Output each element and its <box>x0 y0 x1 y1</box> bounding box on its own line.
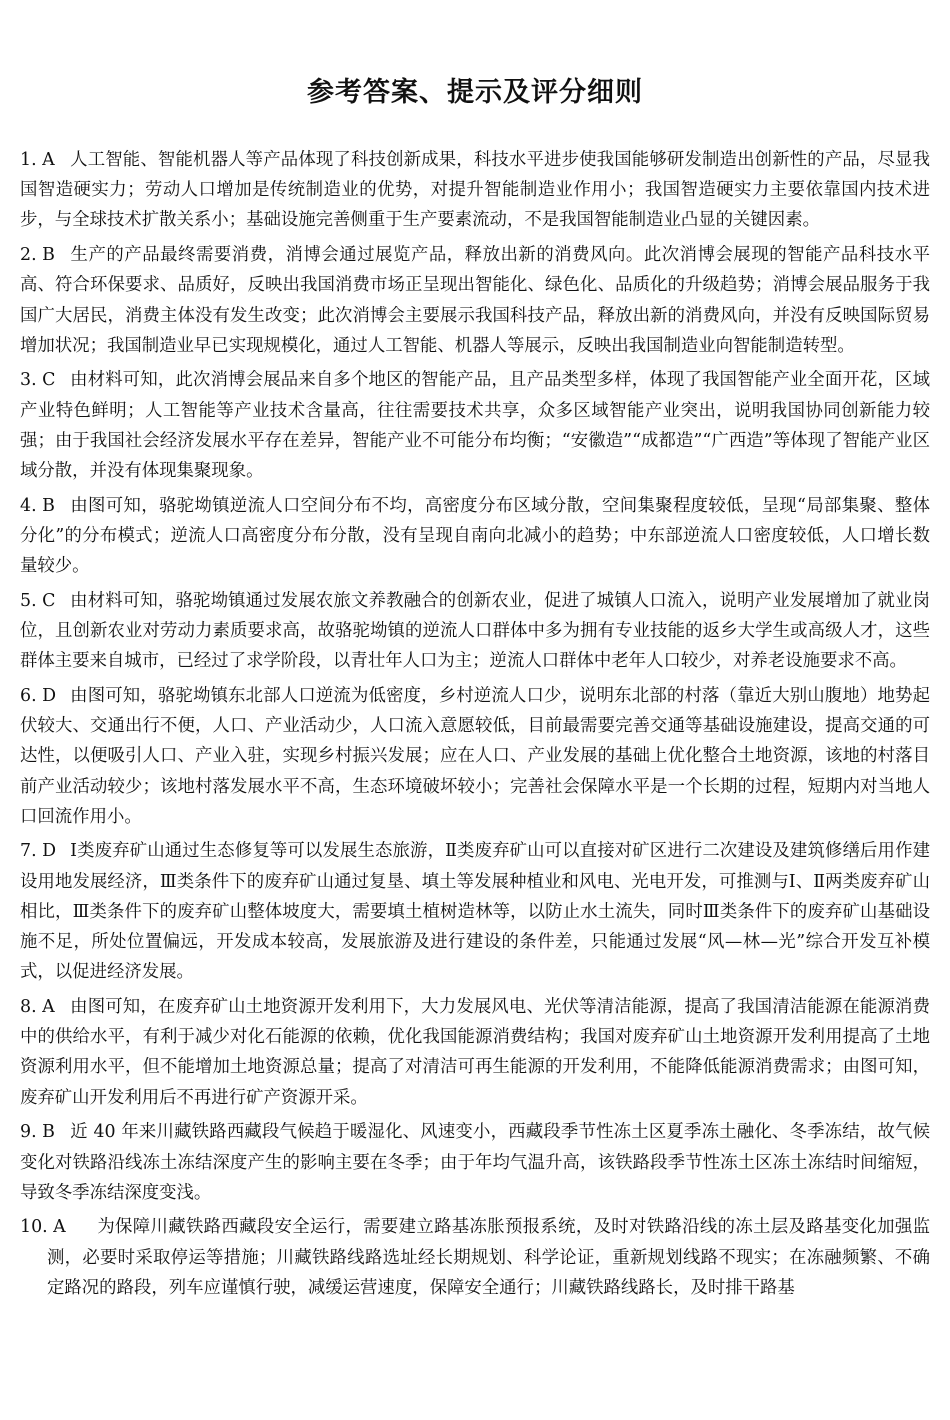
answer-list <box>20 145 930 1308</box>
answer-explanation: 由图可知，骆驼坳镇东北部人口逆流为低密度，乡村逆流人口少，说明东北部的村落（靠近大别山腹地）地势起伏较大、交通出行不便，人口、产业活动少，人口流入意愿较低，目前最需要完善交通等基础设施建设，提高交通的可达性，以便吸引人口、产业入驻，实现乡村振兴发展；应在人口、产业发展的基础上优化整合土地资源，该地的村落目前产业活动较少；该地村落发展水平不高，生态环境破坏较小；完善社会保障水平是一个长期的过程，短期内对当地人口回流作用小。 <box>20 685 930 827</box>
answer-item-6 <box>20 681 930 832</box>
answer-label: 10. A <box>20 1217 66 1238</box>
answer-explanation: 人工智能、智能机器人等产品体现了科技创新成果，科技水平进步使我国能够研发制造出创新性的产品，尽显我国智造硬实力；劳动人口增加是传统制造业的优势，对提升智能制造业作用小；我国智造硬实力主要依靠国内技术进步，与全球技术扩散关系小；基础设施完善侧重于生产要素流动，不是我国智能制造业凸显的关键因素。 <box>20 150 930 231</box>
answer-item-9 <box>20 1117 930 1208</box>
answer-explanation: 生产的产品最终需要消费，消博会通过展览产品，释放出新的消费风向。此次消博会展现的智能产品科技水平高、符合环保要求、品质好，反映出我国消费市场正呈现出智能化、绿色化、品质化的升级趋势；消博会展品服务于我国广大居民，消费主体没有发生改变；此次消博会主要展示我国科技产品，释放出新的消费风向，并没有反映国际贸易增加状况；我国制造业早已实现规模化，通过人工智能、机器人等展示，反映出我国制造业向智能制造转型。 <box>20 245 930 356</box>
answer-item-5 <box>20 586 930 677</box>
answer-explanation: 由图可知，骆驼坳镇逆流人口空间分布不均，高密度分布区域分散，空间集聚程度较低，呈现“局部集聚、整体分化”的分布模式；逆流人口高密度分布分散，没有呈现自南向北减小的趋势；中东部逆流人口密度较低，人口增长数量较少。 <box>20 495 930 577</box>
answer-explanation: Ⅰ类废弃矿山通过生态修复等可以发展生态旅游，Ⅱ类废弃矿山可以直接对矿区进行二次建设及建筑修缮后用作建设用地发展经济，Ⅲ类条件下的废弃矿山通过复垦、填土等发展种植业和风电、光电开发，可推测与Ⅰ、Ⅱ两类废弃矿山相比，Ⅲ类条件下的废弃矿山整体坡度大，需要填土植树造林等，以防止水土流失，同时Ⅲ类条件下的废弃矿山基础设施不足，所处位置偏远，开发成本较高，发展旅游及进行建设的条件差，只能通过发展“风—林—光”综合开发互补模式，以促进经济发展。 <box>20 841 930 983</box>
answer-item-10 <box>20 1212 930 1303</box>
answer-label: 4. B <box>20 495 55 516</box>
answer-item-3 <box>20 365 930 486</box>
answer-explanation: 由图可知，在废弃矿山土地资源开发利用下，大力发展风电、光伏等清洁能源，提高了我国清洁能源在能源消费中的供给水平，有利于减少对化石能源的依赖，优化我国能源消费结构；我国对废弃矿山土地资源开发利用提高了土地资源利用水平，但不能增加土地资源总量；提高了对清洁可再生能源的开发利用，不能降低能源消费需求；由图可知，废弃矿山开发利用后不再进行矿产资源开采。 <box>20 996 930 1108</box>
answer-item-4 <box>20 491 930 582</box>
answer-label: 7. D <box>20 841 57 862</box>
page-title: 参考答案、提示及评分细则 <box>307 77 643 108</box>
answer-explanation: 由材料可知，此次消博会展品来自多个地区的智能产品，且产品类型多样，体现了我国智能产业全面开花，区域产业特色鲜明；人工智能等产业技术含量高，往往需要技术共享，众多区域智能产业突出，说明我国协同创新能力较强；由于我国社会经济发展水平存在差异，智能产业不可能分布均衡；“安徽造”“成都造”“广西造”等体现了智能产业区域分散，并没有体现集聚现象。 <box>20 370 930 482</box>
answer-item-2 <box>20 240 930 361</box>
answer-item-1 <box>20 145 930 236</box>
answer-explanation: 由材料可知，骆驼坳镇通过发展农旅文养教融合的创新农业，促进了城镇人口流入，说明产业发展增加了就业岗位，且创新农业对劳动力素质要求高，故骆驼坳镇的逆流人口群体中多为拥有专业技能的返乡大学生或高级人才，这些群体主要来自城市，已经过了求学阶段，以青壮年人口为主；逆流人口群体中老年人口较少，对养老设施要求不高。 <box>20 590 930 672</box>
answer-label: 6. D <box>20 685 57 706</box>
answer-explanation: 近 40 年来川藏铁路西藏段气候趋于暖湿化、风速变小，西藏段季节性冻土区夏季冻土融化、冬季冻结，故气候变化对铁路沿线冻土冻结深度产生的影响主要在冬季；由于年均气温升高，该铁路段季节性冻土区冻土冻结时间缩短，导致冬季冻结深度变浅。 <box>20 1122 930 1203</box>
answer-explanation: 为保障川藏铁路西藏段安全运行，需要建立路基冻胀预报系统，及时对铁路沿线的冻土层及路基变化加强监测，必要时采取停运等措施；川藏铁路线路选址经长期规划、科学论证，重新规划线路不现实；在冻融频繁、不确定路况的路段，列车应谨慎行驶，减缓运营速度，保障安全通行；川藏铁路线路长，及时排干路基 <box>47 1217 930 1298</box>
answer-label: 8. A <box>20 996 55 1017</box>
answer-label: 3. C <box>20 370 56 391</box>
answer-label: 1. A <box>20 150 55 170</box>
answer-label: 2. B <box>20 245 55 266</box>
answer-item-8 <box>20 992 930 1113</box>
answer-item-7 <box>20 836 930 987</box>
answer-label: 5. C <box>20 590 56 611</box>
answer-label: 9. B <box>20 1122 55 1143</box>
